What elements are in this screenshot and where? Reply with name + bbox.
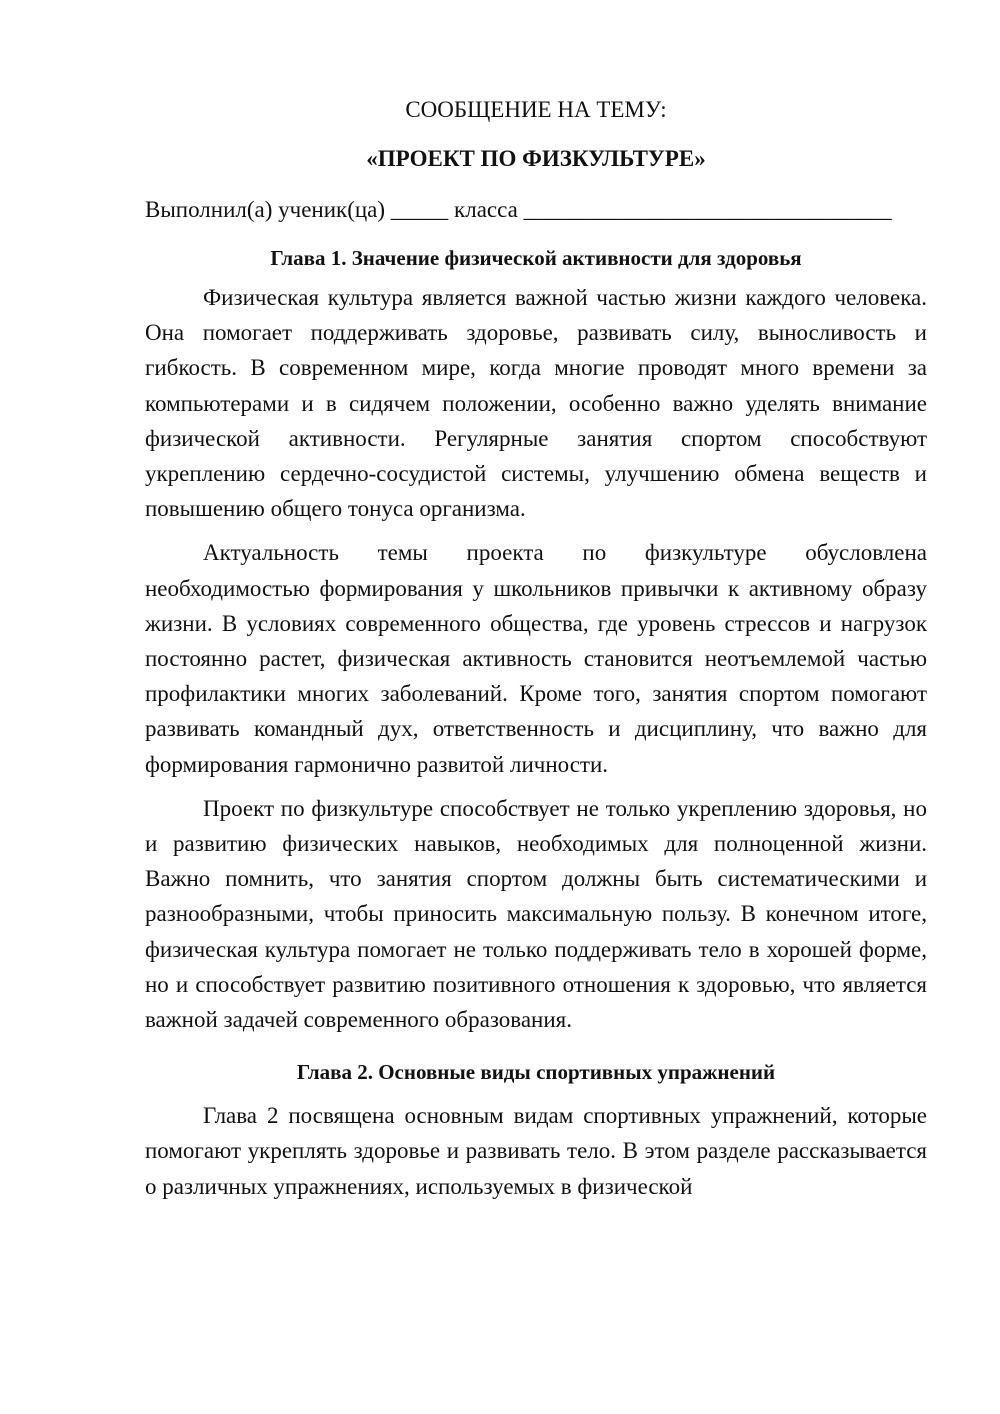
chapter-1-title: Глава 1. Значение физической активности для здоровья	[270, 246, 802, 270]
chapter-1-paragraph-1: Физическая культура является важной частью жизни каждого человека. Она помогает поддерживать здоровье, развивать силу, выносливость и гибкость. В современном мире, когда многие проводят много времени за компьютерами и в сидячем положении, особенно важно уделять внимание физической активности. Регулярные занятия спортом способствуют укреплению сердечно-сосудистой системы, улучшению обмена веществ и повышению общего тонуса организма.	[145, 285, 927, 522]
chapter-2-title: Глава 2. Основные виды спортивных упражнений	[296, 1060, 776, 1085]
document-title-line-2: «ПРОЕКТ ПО ФИЗКУЛЬТУРЕ»	[366, 146, 706, 171]
document-title-line-1: СООБЩЕНИЕ НА ТЕМУ:	[405, 97, 667, 122]
chapter-1-paragraph-2: Актуальность темы проекта по физкультуре обусловлена необходимостью формирования у школьников привычки к активному образу жизни. В условиях современного общества, где уровень стрессов и нагрузок постоянно растет, физическая активность становится неотъемлемой частью профилактики многих заболеваний. Кроме того, занятия спортом помогают развивать командный дух, ответственность и дисциплину, что важно для формирования гармонично развитой личности.	[145, 540, 927, 777]
document-page	[145, 90, 927, 1213]
chapter-1-paragraph-3: Проект по физкультуре способствует не только укреплению здоровья, но и развитию физических навыков, необходимых для полноценной жизни. Важно помнить, что занятия спортом должны быть систематическими и разнообразными, чтобы приносить максимальную пользу. В конечном итоге, физическая культура помогает не только поддерживать тело в хорошей форме, но и способствует развитию позитивного отношения к здоровью, что является важной задачей современного образования.	[145, 795, 927, 1033]
author-line: Выполнил(а) ученик(ца) _____ класса ________________________________	[145, 197, 892, 222]
chapter-2-paragraph-1: Глава 2 посвящена основным видам спортивных упражнений, которые помогают укреплять здоровье и развивать тело. В этом разделе рассказывается о различных упражнениях, используемых в физической	[145, 1103, 927, 1199]
